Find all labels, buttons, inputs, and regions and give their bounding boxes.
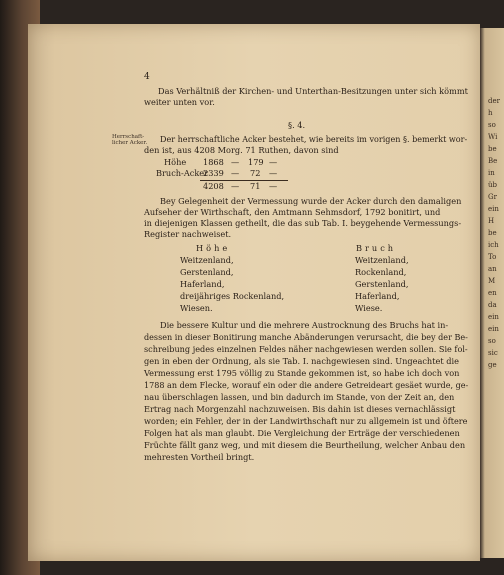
calc-dash: —	[231, 181, 240, 191]
next-page-fragment: ein	[488, 205, 499, 213]
page-number: 4	[144, 72, 150, 82]
next-page-fragment: sic	[488, 349, 498, 357]
calc-dash: —	[231, 168, 240, 178]
paragraph3-line-12: mehresten Vortheil bringt.	[144, 452, 255, 462]
next-page-fragment: en	[488, 289, 497, 297]
class-right-item: Gerstenland,	[355, 279, 409, 289]
section-mark: §. 4.	[288, 120, 306, 130]
next-page-fragment: Be	[488, 157, 498, 165]
next-page-fragment: ge	[488, 361, 497, 369]
class-right-item: Weitzenland,	[355, 255, 409, 265]
class-left-item: Weitzenland,	[180, 255, 234, 265]
next-page-fragment: üb	[488, 181, 497, 189]
calc-total-value: 71	[250, 181, 261, 191]
calc-value: 72	[250, 168, 261, 178]
class-left-item: Wiesen.	[180, 303, 213, 313]
calc-dash: —	[269, 181, 278, 191]
calc-dash: —	[231, 157, 240, 167]
next-page-fragment: be	[488, 229, 497, 237]
classes-header-left: Höhe	[196, 243, 231, 253]
class-right-item: Wiese.	[355, 303, 383, 313]
next-page-fragment: in	[488, 169, 495, 177]
class-left-item: Haferland,	[180, 279, 225, 289]
book-page	[28, 24, 480, 561]
paragraph2-line-3: in diejenigen Klassen getheilt, die das sub Tab. I. beygehende Vermessungs-	[144, 218, 462, 228]
paragraph3-line-11: Früchte fällt ganz weg, und mit diesem die Beurtheilung, welcher Anbau den	[144, 440, 466, 450]
next-page-fragment: so	[488, 337, 496, 345]
paragraph3-line-5: Vermessung erst 1795 völlig zu Stande gekommen ist, so habe ich doch von	[144, 368, 460, 378]
paragraph3-line-8: Ertrag nach Morgenzahl nachzuweisen. Bis dahin ist dieses vernachlässigt	[144, 404, 456, 414]
next-page-fragment: ich	[488, 241, 499, 249]
paragraph2-line-4: Register nachweiset.	[144, 229, 232, 239]
next-page-fragment: h	[488, 109, 493, 117]
classes-header-right: Bruch	[356, 243, 397, 253]
calc-dash: —	[269, 157, 278, 167]
next-page-edge	[480, 28, 504, 558]
next-page-fragment: Wi	[488, 133, 498, 141]
class-right-item: Haferland,	[355, 291, 400, 301]
paragraph3-line-1: Die bessere Kultur und die mehrere Austrocknung des Bruchs hat in-	[160, 320, 449, 330]
paragraph3-line-10: Folgen hat als man glaubt. Die Vergleichung der Erträge der verschiedenen	[144, 428, 460, 438]
paragraph2-line-2: Aufseher der Wirthschaft, den Amtmann Sehmsdorf, 1792 bonitirt, und	[144, 207, 441, 217]
next-page-fragment: da	[488, 301, 497, 309]
margin-note-line-1: Herrschaft-	[112, 134, 145, 140]
calc-number: 2339	[203, 168, 224, 178]
next-page-fragment: an	[488, 265, 497, 273]
calc-number: 1868	[203, 157, 224, 167]
paragraph3-line-3: schreibung jedes einzelnen Feldes näher nachgewiesen werden sollen. Sie fol-	[144, 344, 468, 354]
next-page-fragment: ein	[488, 313, 499, 321]
next-page-fragment: M	[488, 277, 496, 285]
paragraph3-line-4: gen in eben der Ordnung, als sie Tab. I. nachgewiesen sind. Ungeachtet die	[144, 356, 459, 366]
calc-total-number: 4208	[203, 181, 224, 191]
next-page-fragment: be	[488, 145, 497, 153]
next-page-fragment: ein	[488, 325, 499, 333]
next-page-fragment: der	[488, 97, 500, 105]
paragraph1-line-1: Der herrschaftliche Acker bestehet, wie bereits im vorigen §. bemerkt wor-	[160, 135, 468, 144]
paragraph3-line-9: worden; ein Fehler, der in der Landwirthschaft nur zu allgemein ist und öftere	[144, 416, 468, 426]
paragraph3-line-2: dessen in dieser Bonitirung manche Abänderungen verursacht, die bey der Be-	[144, 333, 468, 342]
next-page-fragment: To	[488, 253, 497, 261]
paragraph3-line-7: nau überschlagen lassen, und bin dadurch im Stande, von der Zeit an, den	[144, 392, 455, 402]
calc-label-hoehe: Höhe	[164, 157, 187, 167]
intro-line-1: Das Verhältniß der Kirchen- und Unterthan-Besitzungen unter sich kömmt	[158, 86, 468, 96]
margin-note-line-2: licher Acker.	[112, 140, 148, 146]
next-page-fragment: H	[488, 217, 495, 225]
paragraph1-line-2: den ist, aus 4208 Morg. 71 Ruthen, davon sind	[144, 145, 339, 155]
paragraph3-line-6: 1788 an dem Flecke, worauf ein oder die andere Getreideart gesäet wurde, ge-	[144, 381, 469, 390]
paragraph2-line-1: Bey Gelegenheit der Vermessung wurde der Acker durch den damaligen	[160, 196, 462, 206]
class-left-item: Gerstenland,	[180, 267, 234, 277]
intro-line-2: weiter unten vor.	[144, 97, 215, 107]
calc-dash: —	[269, 168, 278, 178]
calc-value: 179	[248, 157, 264, 167]
next-page-fragment: so	[488, 121, 496, 129]
calc-label-bruch: Bruch-Acker	[156, 168, 209, 178]
class-right-item: Rockenland,	[355, 267, 407, 277]
next-page-fragment: Gr	[488, 193, 497, 201]
class-left-item: dreijähriges Rockenland,	[180, 291, 285, 301]
